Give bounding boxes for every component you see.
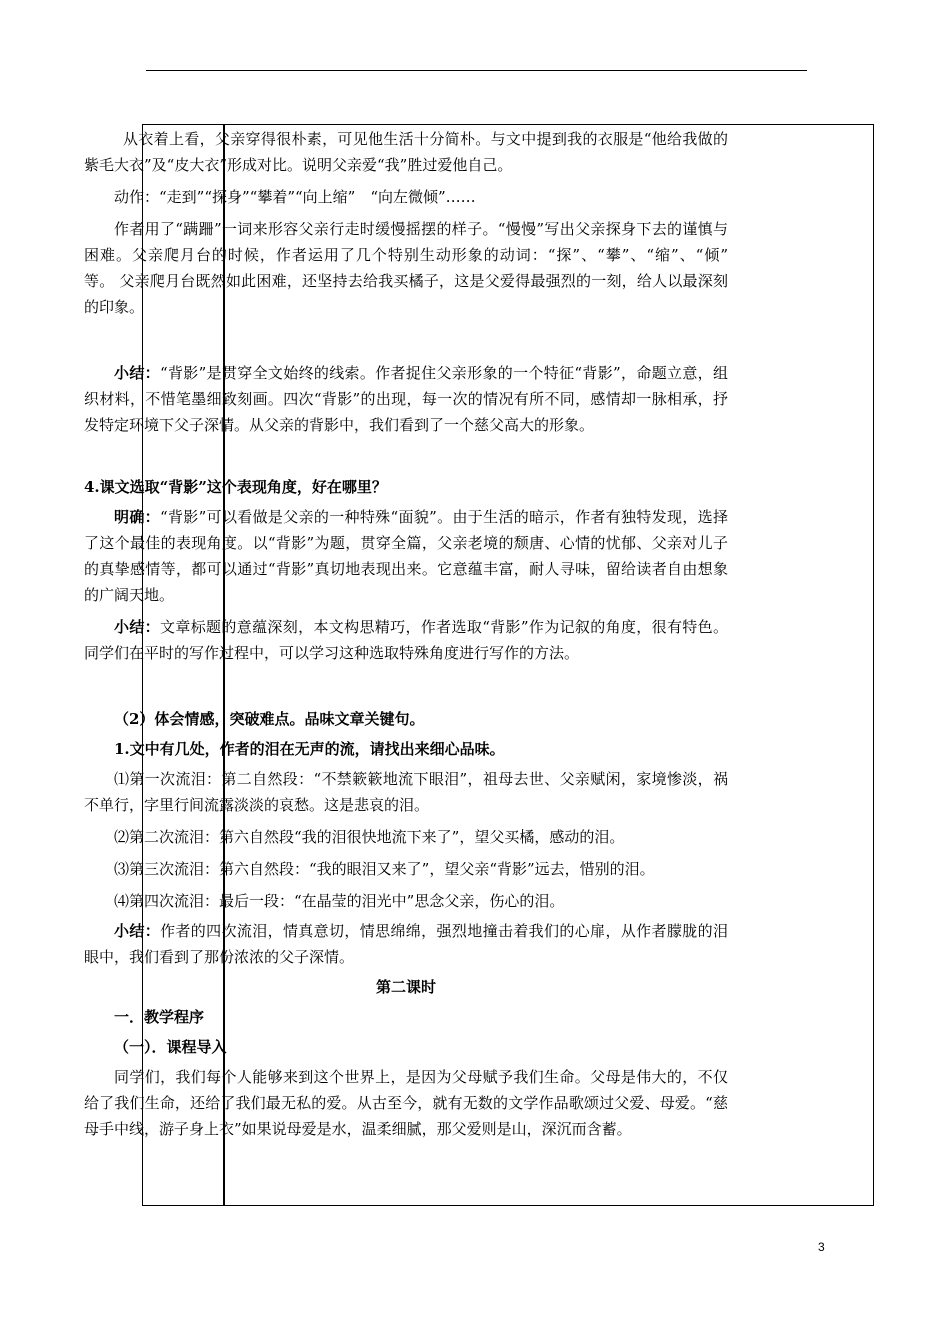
tears-1: ⑴第一次流泪：第二自然段：“不禁簌簌地流下眼泪”，祖母去世、父亲赋闲，家境惨淡，祸不单行，字里行间流露淡淡的哀愁。这是悲哀的泪。: [84, 770, 728, 814]
paragraph-verbs: 作者用了“蹒跚”一词来形容父亲行走时缓慢摇摆的样子。“慢慢”写出父亲探身下去的谨慎与困难。父亲爬月台的时候，作者运用了几个特别生动形象的动词：“探”、“攀”、“缩”、“倾” 等。 父亲爬月台既然如此困难，还坚持去给我买橘子，这是父爱得最强烈的一刻，给人以最深刻的印象。: [84, 220, 744, 316]
tears-3: ⑶第三次流泪：第六自然段：“我的眼泪又来了”，望父亲“背影”远去，惜别的泪。: [114, 860, 655, 878]
answer-4: [84, 504, 728, 608]
tears-2: ⑵第二次流泪：第六自然段“我的泪很快地流下来了”，望父买橘，感动的泪。: [114, 828, 625, 846]
answer-label: 明确：: [114, 508, 160, 526]
lesson-content: [84, 126, 744, 1142]
paragraph-clothing: 从衣着上看，父亲穿得很朴素，可见他生活十分简朴。与文中提到我的衣服是“他给我做的紫毛大衣”及“皮大衣”形成对比。说明父亲爱“我”胜过爱他自己。: [84, 130, 728, 174]
paragraph-actions: 动作：“走到”“探身”“攀着”“向上缩” “向左微倾”……: [114, 188, 476, 206]
summary-label: 小结：: [114, 364, 160, 382]
section-intro: （一）．课程导入: [114, 1038, 227, 1056]
page-number: 3: [818, 1240, 825, 1254]
question-4: 4.课文选取“背影”这个表现角度，好在哪里？: [84, 478, 387, 496]
paragraph-intro: 同学们，我们每个人能够来到这个世界上，是因为父母赋予我们生命。父母是伟大的，不仅给了我们生命，还给了我们最无私的爱。从古至今，就有无数的文学作品歌颂过父爱、母爱。“慈母手中线，游子身上衣”如果说母爱是水，温柔细腻，那父爱则是山，深沉而含蓄。: [84, 1068, 728, 1138]
summary-label: 小结：: [114, 922, 161, 940]
second-lesson-title: 第二课时: [375, 978, 436, 996]
summary-text: 文章标题的意蕴深刻，本文构思精巧，作者选取“背影”作为记叙的角度，很有特色。同学们在平时的写作过程中，可以学习这种选取特殊角度进行写作的方法。: [84, 618, 728, 662]
header-rule: [146, 70, 807, 71]
summary-1: [84, 360, 728, 438]
summary-label: 小结：: [114, 618, 161, 636]
summary-2: [84, 614, 728, 666]
answer-text: “背影”可以看做是父亲的一种特殊“面貌”。由于生活的暗示，作者有独特发现，选择了这个最佳的表现角度。以“背影”为题，贯穿全篇，父亲老境的颓唐、心情的忧郁、父亲对儿子的真挚感情等，都可以通过“背影”真切地表现出来。它意蕴丰富，耐人寻味，留给读者自由想象的广阔天地。: [84, 508, 728, 604]
summary-text: “背影”是贯穿全文始终的线索。作者捉住父亲形象的一个特征“背影”，命题立意，组织材料，不惜笔墨细致刻画。四次“背影”的出现，每一次的情况有所不同，感情却一脉相承，抒发特定环境下父子深情。从父亲的背影中，我们看到了一个慈父高大的形象。: [84, 364, 728, 434]
heading-emotion: （2）体会情感，突破难点。品味文章关键句。: [114, 710, 425, 728]
tears-4: ⑷第四次流泪：最后一段：“在晶莹的泪光中”思念父亲，伤心的泪。: [114, 892, 565, 910]
summary-3: [84, 918, 728, 970]
heading-tears: 1.文中有几处，作者的泪在无声的流，请找出来细心品味。: [114, 740, 505, 758]
section-procedure: 一．教学程序: [114, 1008, 205, 1026]
summary-text: 作者的四次流泪，情真意切，情思绵绵，强烈地撞击着我们的心扉，从作者朦胧的泪眼中，我们看到了那份浓浓的父子深情。: [84, 922, 728, 966]
